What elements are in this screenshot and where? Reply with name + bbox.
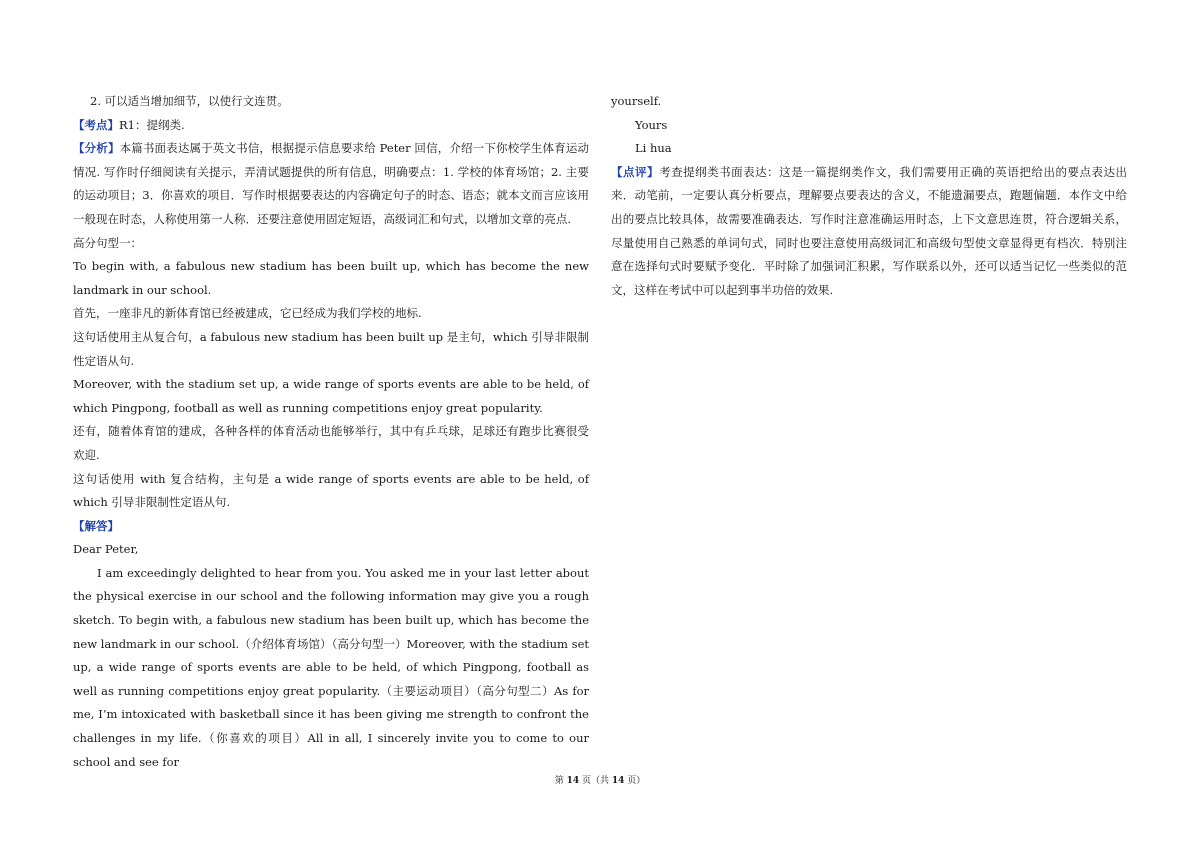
fenxi-tag: 【分析】 — [73, 141, 120, 156]
pattern2-chinese: 还有，随着体育馆的建成，各种各样的体育活动也能够举行，其中有乒乓球，足球还有跑步比赛很受欢迎. — [73, 424, 589, 462]
pattern2-english: Moreover, with the stadium set up, a wide range of sports events are able to be held, of which Pingpong, football as well as running competitions enjoy great popularity. — [73, 377, 589, 415]
fenxi-paragraph — [73, 137, 589, 231]
footer-pre: 第 — [554, 776, 564, 786]
dianping-tag: 【点评】 — [611, 164, 660, 179]
pattern1-title: 高分句型一： — [73, 235, 142, 250]
letter-closing: Yours — [635, 117, 668, 132]
left-column — [73, 90, 589, 774]
jieda-tag: 【解答】 — [73, 518, 119, 533]
requirement-point-2: 2. 可以适当增加细节，以使行文连贯。 — [90, 94, 289, 108]
letter-signature: Li hua — [635, 141, 672, 156]
footer-page-number: 14 — [566, 776, 580, 786]
footer-total-pages: 14 — [611, 776, 625, 786]
kaodian-tag: 【考点】 — [73, 117, 119, 132]
letter-salutation: Dear Peter, — [73, 542, 139, 557]
pattern1-note: 这句话使用主从复合句，a fabulous new stadium has been built up 是主句，which 引导非限制性定语从句. — [73, 329, 589, 368]
pattern1-chinese: 首先，一座非凡的新体育馆已经被建成，它已经成为我们学校的地标. — [73, 306, 422, 321]
pattern2-note: 这句话使用 with 复合结构，主句是 a wide range of sports events are able to be held, of which 引导非限制性定语从句. — [73, 471, 589, 510]
page-footer — [0, 775, 1200, 787]
letter-body: I am exceedingly delighted to hear from you. You asked me in your last letter about the physical exercise in our school and the following information may give you a rough sketch. To begin with, a fabulous new stadium has been built up, which has become the new landmark in our school.（介绍体育场馆）（高分句型一）Moreover, with the stadium set up, a wide range of sports events are able to be held, of which Pingpong, football as well as running competitions enjoy great popularity.（主要运动项目）（高分句型二）As for me, I’m intoxicated with basketball since it has been giving me strength to confront the challenges in my life.（你喜欢的项目）All in all, I sincerely invite you to come to our school and see for — [73, 565, 589, 769]
letter-end: yourself. — [611, 94, 662, 108]
dianping-text: 考查提纲类书面表达：这是一篇提纲类作文，我们需要用正确的英语把给出的要点表达出来．动笔前，一定要认真分析要点，理解要点要表达的含义，不能遗漏要点，跑题偏题．本作文中给出的要点比较具体，故需要准确表达．写作时注意准确运用时态，上下文意思连贯，符合逻辑关系，尽量使用自己熟悉的单词句式，同时也要注意使用高级词汇和高级句型使文章显得更有档次．特别注意在选择句式时要赋予变化．平时除了加强词汇积累，写作联系以外，还可以适当记忆一些类似的范文，这样在考试中可以起到事半功倍的效果. — [611, 164, 1128, 297]
right-column — [611, 90, 1127, 302]
kaodian-text: R1：提纲类. — [119, 117, 185, 132]
jieda-paragraph — [73, 515, 589, 539]
footer-post: 页） — [627, 776, 646, 786]
dianping-paragraph — [611, 161, 1127, 303]
pattern1-english: To begin with, a fabulous new stadium has been built up, which has become the new landmark in our school. — [73, 259, 589, 297]
fenxi-text: 本篇书面表达属于英文书信，根据提示信息要求给 Peter 回信，介绍一下你校学生体育运动情况. 写作时仔细阅读有关提示，弄清试题提供的所有信息，明确要点：1. 学校的体育场馆；2. 主要的运动项目；3．你喜欢的项目．写作时根据要表达的内容确定句子的时态、语态；就本文而言应该用一般现在时态，人称使用第一人称．还要注意使用固定短语，高级词汇和句式，以增加文章的亮点. — [73, 141, 589, 226]
kaodian-paragraph — [73, 114, 589, 138]
footer-mid: 页（共 — [581, 776, 609, 786]
